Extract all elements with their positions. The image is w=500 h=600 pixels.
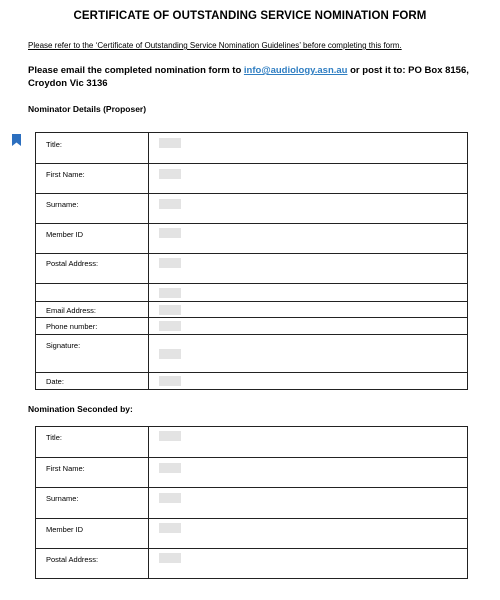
title-field[interactable]	[159, 138, 181, 148]
seconder-first-name-field[interactable]	[159, 463, 181, 473]
table-row	[36, 488, 468, 519]
email-link[interactable]: info@audiology.asn.au	[243, 65, 348, 76]
nominator-heading: Nominator Details (Proposer)	[28, 104, 147, 114]
table-row	[36, 302, 468, 318]
postal-address-field[interactable]	[159, 258, 181, 268]
phone-number-label: Phone number:	[46, 322, 98, 331]
member-id-field[interactable]	[159, 228, 181, 238]
date-field[interactable]	[159, 376, 181, 386]
email-address-field[interactable]	[159, 305, 181, 315]
phone-number-field[interactable]	[159, 321, 181, 331]
seconder-postal-address-label: Postal Address:	[46, 555, 99, 564]
date-label: Date:	[46, 377, 64, 386]
table-row	[36, 194, 468, 224]
first-name-field[interactable]	[159, 169, 181, 179]
guidelines-note: Please refer to the ‘Certificate of Outstanding Service Nomination Guidelines’ before completing this form.	[28, 41, 402, 50]
seconder-first-name-label: First Name:	[46, 464, 85, 473]
title-label: Title:	[46, 140, 62, 149]
postal-address-field-2[interactable]	[159, 288, 181, 298]
table-row	[36, 335, 468, 373]
submission-instructions	[28, 64, 478, 90]
seconder-heading: Nomination Seconded by:	[28, 404, 133, 414]
seconder-title-field[interactable]	[159, 431, 181, 441]
seconder-table	[35, 426, 468, 579]
seconder-member-id-field[interactable]	[159, 523, 181, 533]
nominator-table	[35, 132, 468, 390]
instruction-suffix: or post it to: PO Box 8156, Croydon Vic 3136	[28, 65, 469, 89]
table-row	[36, 164, 468, 194]
instruction-prefix: Please email the completed nomination form to	[28, 65, 244, 76]
seconder-postal-address-field[interactable]	[159, 553, 181, 563]
seconder-surname-label: Surname:	[46, 494, 79, 503]
signature-field[interactable]	[159, 349, 181, 359]
table-row	[36, 427, 468, 458]
table-row	[36, 224, 468, 254]
first-name-label: First Name:	[46, 170, 85, 179]
seconder-member-id-label: Member ID	[46, 525, 84, 534]
postal-address-label: Postal Address:	[46, 259, 99, 268]
table-row	[36, 318, 468, 335]
signature-label: Signature:	[46, 341, 81, 350]
table-row	[36, 133, 468, 164]
form-title: CERTIFICATE OF OUTSTANDING SERVICE NOMINATION FORM	[73, 10, 427, 22]
table-row	[36, 549, 468, 579]
surname-label: Surname:	[46, 200, 79, 209]
table-row	[36, 284, 468, 302]
member-id-label: Member ID	[46, 230, 84, 239]
table-row	[36, 254, 468, 284]
table-row	[36, 373, 468, 390]
surname-field[interactable]	[159, 199, 181, 209]
table-row	[36, 519, 468, 549]
bookmark-icon[interactable]	[12, 134, 21, 146]
seconder-title-label: Title:	[46, 433, 62, 442]
seconder-surname-field[interactable]	[159, 493, 181, 503]
email-address-label: Email Address:	[46, 306, 97, 315]
table-row	[36, 458, 468, 488]
